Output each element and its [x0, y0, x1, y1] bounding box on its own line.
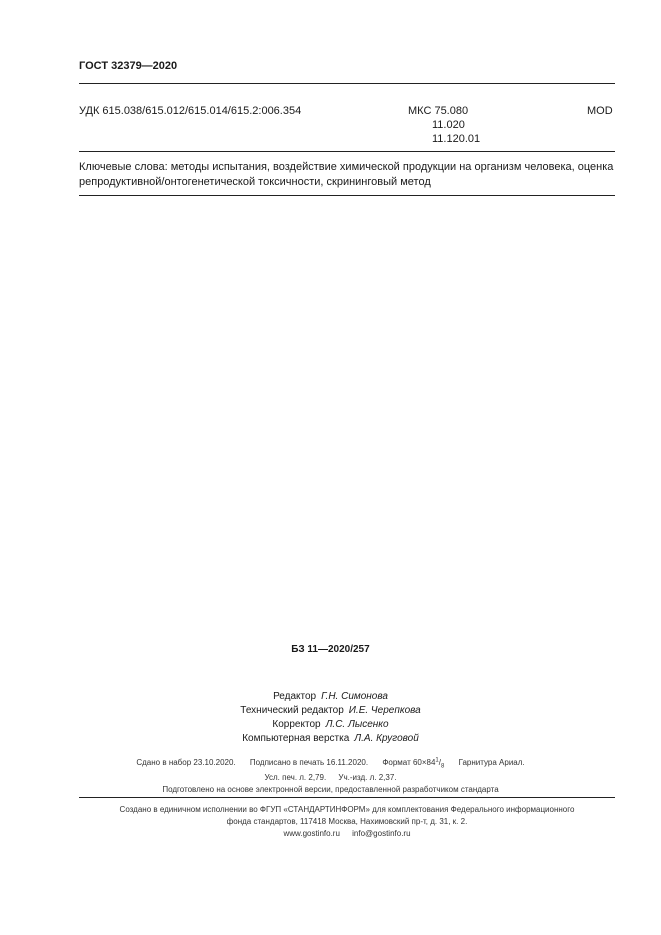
staff-credits	[0, 690, 661, 746]
staff-name: Л.А. Круговой	[354, 733, 419, 744]
publication-sheets: Уч.-изд. л. 2,37.	[338, 773, 397, 783]
document-title: ГОСТ 32379—2020	[79, 60, 178, 72]
footer-divider	[79, 797, 615, 798]
typeface: Гарнитура Ариал.	[458, 757, 525, 767]
header-divider	[79, 83, 615, 84]
staff-role: Компьютерная верстка	[242, 733, 350, 744]
imprint-block	[0, 754, 661, 796]
staff-name: И.Е. Черепкова	[348, 705, 421, 716]
staff-row	[0, 690, 661, 704]
mks-code-2: 11.020	[432, 119, 465, 131]
staff-name: Г.Н. Симонова	[321, 691, 388, 702]
imprint-row	[0, 772, 661, 784]
bz-number: БЗ 11—2020/257	[291, 644, 370, 655]
footer-line-1: Создано в единичном исполнении во ФГУП «СТАНДАРТИНФОРМ» для комплектования Федерального информационного	[119, 805, 575, 814]
publisher-footer	[79, 804, 615, 840]
staff-role: Редактор	[273, 691, 317, 702]
email-link[interactable]: info@gostinfo.ru	[352, 829, 411, 838]
keywords-divider	[79, 195, 615, 196]
keywords-text: Ключевые слова: методы испытания, воздействие химической продукции на организм человека, оценка репродуктивной/онтогенетической токсичности, скрининговый метод	[79, 161, 614, 188]
mks-code-1: МКС 75.080	[408, 105, 469, 117]
staff-row	[0, 718, 661, 732]
paper-format: Формат $60\times 84^1/_8$	[382, 757, 445, 770]
staff-row	[0, 704, 661, 718]
mod-label: MOD	[587, 105, 613, 117]
website-link[interactable]: www.gostinfo.ru	[283, 829, 340, 838]
mks-code-3: 11.120.01	[432, 133, 481, 145]
footer-line-2: фонда стандартов, 117418 Москва, Нахимовский пр-т, д. 31, к. 2.	[226, 817, 468, 826]
classification-divider	[79, 151, 615, 152]
staff-role: Технический редактор	[240, 705, 344, 716]
udk-code: УДК 615.038/615.012/615.014/615.2:006.354	[79, 105, 302, 117]
staff-name: Л.С. Лысенко	[325, 719, 389, 730]
imprint-row	[0, 754, 661, 772]
staff-role: Корректор	[272, 719, 321, 730]
staff-row	[0, 732, 661, 746]
footer-links	[79, 828, 615, 840]
print-sheets: Усл. печ. л. 2,79.	[264, 773, 327, 783]
signed-to-print: Подписано в печать 16.11.2020.	[249, 757, 369, 767]
sent-to-set: Сдано в набор 23.10.2020.	[136, 757, 236, 767]
prepared-note: Подготовлено на основе электронной версии, предоставленной разработчиком стандарта	[162, 785, 499, 795]
